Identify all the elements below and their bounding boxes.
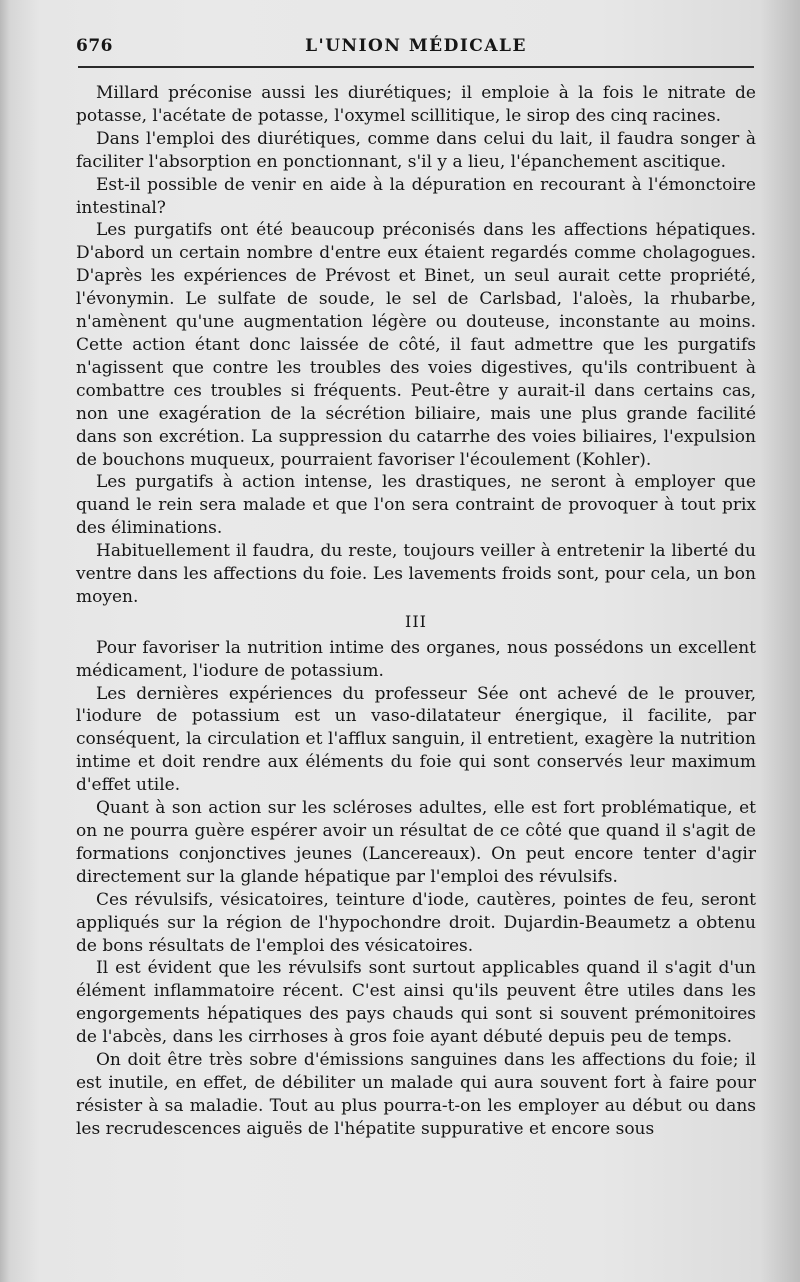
page-number: 676	[76, 36, 113, 56]
article-body	[76, 82, 756, 1141]
paragraph: Est-il possible de venir en aide à la dépuration en recourant à l'émonctoire intestinal?	[76, 174, 756, 218]
paragraph: Millard préconise aussi les diurétiques; il emploie à la fois le nitrate de potasse, l'acétate de potasse, l'oxymel scillitique, le sirop des cinq racines.	[76, 83, 756, 126]
paragraph: Les purgatifs ont été beaucoup préconisés dans les affections hépatiques. D'abord un certain nombre d'entre eux étaient regardés comme cholagogues. D'après les expériences de Prévost et Binet, un seul aurait cette propriété, l'évonymin. Le sulfate de soude, le sel de Carlsbad, l'aloès, la rhubarbe, n'amènent qu'une augmentation légère ou douteuse, inconstante au moins. Cette action étant donc laissée de côté, il faut admettre que les purgatifs n'agissent que contre les troubles des voies digestives, qu'ils contribuent à combattre ces troubles si fréquents. Peut-être y aurait-il dans certains cas, non une exagération de la sécrétion biliaire, mais une plus grande facilité dans son excrétion. La suppression du catarrhe des voies biliaires, l'expulsion de bouchons muqueux, pourraient favoriser l'écoulement (Kohler).	[76, 220, 756, 470]
paragraph: Dans l'emploi des diurétiques, comme dans celui du lait, il faudra songer à faciliter l'absorption en ponctionnant, s'il y a lieu, l'épanchement ascitique.	[76, 128, 756, 172]
running-title: L'UNION MÉDICALE	[305, 36, 527, 56]
paragraph: Il est évident que les révulsifs sont surtout applicables quand il s'agit d'un élément inflammatoire récent. C'est ainsi qu'ils peuvent être utiles dans les engorgements hépatiques des pays chauds qui sont si souvent prémonitoires de l'abcès, dans les cirrhoses à gros foie ayant débuté depuis peu de temps.	[76, 958, 756, 1048]
page-header	[76, 34, 756, 60]
paragraph: On doit être très sobre d'émissions sanguines dans les affections du foie; il est inutile, en effet, de débiliter un malade qui aura souvent fort à faire pour résister à sa maladie. Tout au plus pourra-t-on les employer au début ou dans les recrudescences aiguës de l'hépatite suppurative et encore sous	[76, 1050, 756, 1139]
paragraph: Les dernières expériences du professeur Sée ont achevé de le prouver, l'iodure de potassium est un vaso-dilatateur énergique, il facilite, par conséquent, la circulation et l'afflux sanguin, il entretient, exagère la nutrition intime et doit rendre aux éléments du foie qui sont conservés leur maximum d'effet utile.	[76, 683, 756, 796]
paragraph: Quant à son action sur les scléroses adultes, elle est fort problématique, et on ne pourra guère espérer avoir un résultat de ce côté que quand il s'agit de formations conjonctives jeunes (Lancereaux). On peut encore tenter d'agir directement sur la glande hépatique par l'emploi des révulsifs.	[76, 798, 756, 887]
header-rule	[78, 66, 754, 68]
paragraph: Ces révulsifs, vésicatoires, teinture d'iode, cautères, pointes de feu, seront appliqués sur la région de l'hypochondre droit. Dujardin-Beaumetz a obtenu de bons résultats de l'emploi des vésicatoires.	[76, 889, 756, 956]
paragraph: Les purgatifs à action intense, les drastiques, ne seront à employer que quand le rein sera malade et que l'on sera contraint de provoquer à tout prix des éliminations.	[76, 472, 756, 539]
paragraph: Habituellement il faudra, du reste, toujours veiller à entretenir la liberté du ventre dans les affections du foie. Les lavements froids sont, pour cela, un bon moyen.	[76, 541, 756, 607]
section-heading: III	[405, 611, 427, 631]
paragraph: Pour favoriser la nutrition intime des organes, nous possédons un excellent médicament, l'iodure de potassium.	[76, 637, 756, 681]
